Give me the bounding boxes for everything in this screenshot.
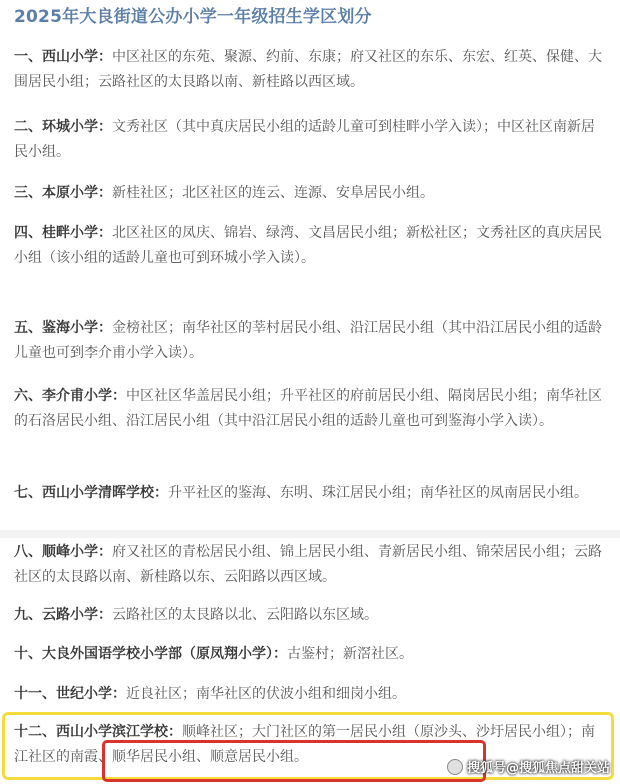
entry-head: 十一、世纪小学： xyxy=(14,686,126,702)
entry-text: 新桂社区；北区社区的连云、连源、安阜居民小组。 xyxy=(112,185,434,201)
entry-text: 古鉴村；新滘社区。 xyxy=(287,646,413,662)
entry-text: 中区社区华盖居民小组；升平社区的府前居民小组、隔岗居民小组；南华社区的石洛居民小组、沿江居民小组（其中沿江居民小组的适龄儿童也可到鉴海小学入读）。 xyxy=(14,388,602,429)
entry-shunfeng xyxy=(14,540,606,590)
entry-daliang-foreign xyxy=(14,642,606,667)
section-divider xyxy=(0,530,620,538)
page-title: 2025年大良街道公办小学一年级招生学区划分 xyxy=(14,7,372,27)
entry-yunlu xyxy=(14,603,606,628)
entry-jianhai xyxy=(14,316,606,366)
watermark xyxy=(447,757,610,776)
entry-head: 四、桂畔小学： xyxy=(14,225,112,241)
entry-head: 十、大良外国语学校小学部（原凤翔小学）： xyxy=(14,646,287,662)
entry-head: 八、顺峰小学： xyxy=(14,544,112,560)
entry-text: 中区社区的东苑、聚源、约前、东康；府又社区的东乐、东宏、红英、保健、大围居民小组；云路社区的太艮路以南、新桂路以西区域。 xyxy=(14,49,602,90)
sohu-logo-icon xyxy=(447,759,463,775)
entry-head: 二、环城小学： xyxy=(14,119,112,135)
entry-huancheng xyxy=(14,115,606,165)
entry-head: 十二、西山小学滨江学校： xyxy=(14,724,182,740)
entry-head: 一、西山小学： xyxy=(14,49,112,65)
entry-xishan xyxy=(14,45,606,95)
entry-text: 金榜社区；南华社区的莘村居民小组、沿江居民小组（其中沿江居民小组的适龄儿童也可到李介甫小学入读）。 xyxy=(14,320,602,361)
watermark-text: 搜狐号@搜狐焦点甜关站 xyxy=(466,761,610,776)
entry-text: 云路社区的太艮路以北、云阳路以东区域。 xyxy=(112,607,378,623)
entry-shiji xyxy=(14,682,606,707)
entry-text: 升平社区的鉴海、东明、珠江居民小组；南华社区的凤南居民小组。 xyxy=(168,485,588,501)
entry-head: 五、鉴海小学： xyxy=(14,320,112,336)
entry-benyuan xyxy=(14,181,606,206)
highlight-box-red xyxy=(102,740,486,782)
entry-lijiefu xyxy=(14,384,606,434)
entry-text: 顺峰社区；大门社区的第一居民小组（原沙头、沙圩居民小组）；南江社区的南霞、顺华居民小组、顺意居民小组。 xyxy=(14,724,595,765)
entry-text: 府又社区的青松居民小组、锦上居民小组、青新居民小组、锦荣居民小组；云路社区的太艮路以南、新桂路以东、云阳路以西区域。 xyxy=(14,544,602,585)
entry-head: 六、李介甫小学： xyxy=(14,388,126,404)
entry-qinghui xyxy=(14,481,606,506)
entry-text: 文秀社区（其中真庆居民小组的适龄儿童可到桂畔小学入读）；中区社区南新居民小组。 xyxy=(14,119,595,160)
entry-head: 九、云路小学： xyxy=(14,607,112,623)
entry-guipan xyxy=(14,221,606,271)
entry-text: 近良社区；南华社区的伏波小组和细岗小组。 xyxy=(126,686,406,702)
entry-head: 七、西山小学清晖学校： xyxy=(14,485,168,501)
entry-head: 三、本原小学： xyxy=(14,185,112,201)
entry-text: 北区社区的凤庆、锦岩、绿湾、文昌居民小组；新松社区；文秀社区的真庆居民小组（该小组的适龄儿童也可到环城小学入读）。 xyxy=(14,225,602,266)
